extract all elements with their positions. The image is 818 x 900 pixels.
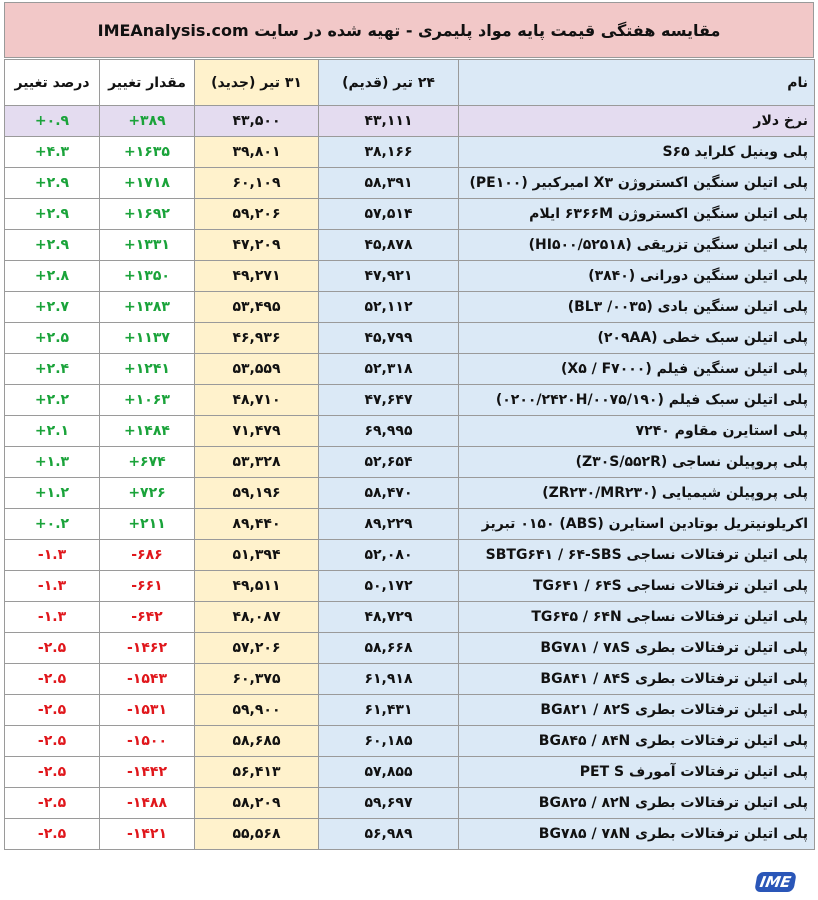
table-row [5,757,815,788]
table-row [5,602,815,633]
table-row [5,726,815,757]
row-change-cell: +۱۰۶۳ [100,385,195,416]
row-name-cell: پلی اتیلن ترفتالات نساجی SBTG۶۴۱ / ۶۴-SBS [459,540,815,571]
row-change-cell: -۱۴۸۸ [100,788,195,819]
row-percent-cell: -۲.۵ [5,664,100,695]
table-row [5,633,815,664]
table-row [5,509,815,540]
row-new-price-cell: ۴۸,۷۱۰ [195,385,319,416]
row-name-cell: پلی اتیلن ترفتالات نساجی TG۶۴۵ / ۶۴N [459,602,815,633]
row-name-cell: پلی اتیلن ترفتالات بطری BG۸۲۵ / ۸۲N [459,788,815,819]
row-change-cell: +۱۲۴۱ [100,354,195,385]
row-percent-cell: +۰.۹ [5,106,100,137]
row-percent-cell: -۱.۳ [5,540,100,571]
row-name-cell: پلی اتیلن ترفتالات بطری BG۸۲۱ / ۸۲S [459,695,815,726]
row-old-price-cell: ۴۳,۱۱۱ [319,106,459,137]
row-old-price-cell: ۵۷,۵۱۴ [319,199,459,230]
table-row [5,788,815,819]
row-new-price-cell: ۵۵,۵۶۸ [195,819,319,850]
row-name-cell: نرخ دلار [459,106,815,137]
row-new-price-cell: ۶۰,۳۷۵ [195,664,319,695]
table-row [5,385,815,416]
row-name-cell: پلی اتیلن سنگین اکستروژن ۶۳۶۶M ایلام [459,199,815,230]
row-name-cell: پلی اتیلن سنگین اکستروژن X۳ امیرکبیر (PE۱۰۰) [459,168,815,199]
row-percent-cell: -۱.۳ [5,571,100,602]
row-change-cell: +۳۸۹ [100,106,195,137]
table-row [5,261,815,292]
header-new-price: ۳۱ تیر (جدید) [195,60,319,106]
row-percent-cell: -۲.۵ [5,757,100,788]
row-old-price-cell: ۴۷,۹۲۱ [319,261,459,292]
row-new-price-cell: ۴۸,۰۸۷ [195,602,319,633]
table-row [5,292,815,323]
row-new-price-cell: ۳۹,۸۰۱ [195,137,319,168]
row-percent-cell: +۲.۸ [5,261,100,292]
row-name-cell: پلی اتیلن سبک خطی (۲۰۹AA) [459,323,815,354]
row-new-price-cell: ۵۹,۲۰۶ [195,199,319,230]
row-name-cell: پلی استایرن مقاوم ۷۲۴۰ [459,416,815,447]
row-old-price-cell: ۴۵,۷۹۹ [319,323,459,354]
row-name-cell: پلی اتیلن ترفتالات بطری BG۸۴۵ / ۸۴N [459,726,815,757]
row-percent-cell: -۱.۳ [5,602,100,633]
row-percent-cell: +۲.۲ [5,385,100,416]
table-row [5,199,815,230]
row-name-cell: پلی اتیلن ترفتالات بطری BG۸۴۱ / ۸۴S [459,664,815,695]
row-name-cell: پلی اتیلن سنگین فیلم (X۵ / F۷۰۰۰) [459,354,815,385]
row-change-cell: -۱۵۴۳ [100,664,195,695]
row-old-price-cell: ۶۱,۴۳۱ [319,695,459,726]
row-change-cell: +۷۲۶ [100,478,195,509]
row-change-cell: -۶۶۱ [100,571,195,602]
row-new-price-cell: ۵۳,۴۹۵ [195,292,319,323]
row-change-cell: -۱۵۳۱ [100,695,195,726]
row-new-price-cell: ۵۹,۱۹۶ [195,478,319,509]
row-old-price-cell: ۴۵,۸۷۸ [319,230,459,261]
row-old-price-cell: ۵۸,۳۹۱ [319,168,459,199]
row-old-price-cell: ۴۸,۷۲۹ [319,602,459,633]
row-name-cell: پلی وینیل کلراید S۶۵ [459,137,815,168]
row-name-cell: پلی اتیلن سنگین تزریقی (HI۵۰۰/۵۲۵۱۸) [459,230,815,261]
row-new-price-cell: ۵۸,۲۰۹ [195,788,319,819]
table-row [5,323,815,354]
row-old-price-cell: ۶۹,۹۹۵ [319,416,459,447]
row-new-price-cell: ۵۷,۲۰۶ [195,633,319,664]
row-new-price-cell: ۵۸,۶۸۵ [195,726,319,757]
table-row [5,137,815,168]
row-old-price-cell: ۶۰,۱۸۵ [319,726,459,757]
row-old-price-cell: ۵۰,۱۷۲ [319,571,459,602]
row-old-price-cell: ۶۱,۹۱۸ [319,664,459,695]
table-row [5,416,815,447]
row-old-price-cell: ۵۲,۰۸۰ [319,540,459,571]
row-name-cell: پلی اتیلن سنگین بادی (BL۳ /۰۰۳۵) [459,292,815,323]
row-change-cell: -۱۵۰۰ [100,726,195,757]
row-new-price-cell: ۴۶,۹۳۶ [195,323,319,354]
row-percent-cell: +۰.۲ [5,509,100,540]
row-name-cell: پلی اتیلن سنگین دورانی (۳۸۴۰) [459,261,815,292]
row-percent-cell: -۲.۵ [5,788,100,819]
row-percent-cell: -۲.۵ [5,633,100,664]
row-new-price-cell: ۴۹,۲۷۱ [195,261,319,292]
row-name-cell: پلی اتیلن ترفتالات بطری BG۷۸۱ / ۷۸S [459,633,815,664]
table-row [5,230,815,261]
table-row [5,695,815,726]
row-change-cell: +۱۳۵۰ [100,261,195,292]
row-change-cell: +۱۳۳۱ [100,230,195,261]
row-old-price-cell: ۴۷,۶۴۷ [319,385,459,416]
row-change-cell: +۱۶۳۵ [100,137,195,168]
row-old-price-cell: ۳۸,۱۶۶ [319,137,459,168]
row-old-price-cell: ۵۸,۶۶۸ [319,633,459,664]
row-change-cell: +۱۶۹۲ [100,199,195,230]
row-percent-cell: +۲.۹ [5,168,100,199]
page-title: مقایسه هفتگی قیمت پایه مواد پلیمری - تهیه شده در سایت IMEAnalysis.com [4,2,814,58]
row-percent-cell: +۱.۳ [5,447,100,478]
row-change-cell: +۱۴۸۴ [100,416,195,447]
row-change-cell: +۶۷۴ [100,447,195,478]
row-old-price-cell: ۸۹,۲۲۹ [319,509,459,540]
row-change-cell: -۱۴۶۲ [100,633,195,664]
row-new-price-cell: ۴۷,۲۰۹ [195,230,319,261]
header-change: مقدار تغییر [100,60,195,106]
row-name-cell: پلی پروپیلن نساجی (Z۳۰S/۵۵۲R) [459,447,815,478]
row-old-price-cell: ۵۶,۹۸۹ [319,819,459,850]
row-old-price-cell: ۵۲,۶۵۴ [319,447,459,478]
row-change-cell: -۶۴۲ [100,602,195,633]
header-old-price: ۲۴ تیر (قدیم) [319,60,459,106]
row-percent-cell: -۲.۵ [5,819,100,850]
row-old-price-cell: ۵۷,۸۵۵ [319,757,459,788]
row-percent-cell: +۲.۴ [5,354,100,385]
row-new-price-cell: ۵۳,۳۲۸ [195,447,319,478]
row-change-cell: +۲۱۱ [100,509,195,540]
table-row [5,106,815,137]
row-percent-cell: +۴.۳ [5,137,100,168]
row-old-price-cell: ۵۹,۶۹۷ [319,788,459,819]
row-new-price-cell: ۴۹,۵۱۱ [195,571,319,602]
price-table [4,59,815,850]
table-row [5,447,815,478]
table-row [5,168,815,199]
table-row [5,571,815,602]
table-row [5,354,815,385]
row-change-cell: -۱۴۲۱ [100,819,195,850]
row-change-cell: -۶۸۶ [100,540,195,571]
row-change-cell: +۱۱۳۷ [100,323,195,354]
row-new-price-cell: ۵۹,۹۰۰ [195,695,319,726]
table-row [5,664,815,695]
row-new-price-cell: ۵۳,۵۵۹ [195,354,319,385]
row-new-price-cell: ۸۹,۴۴۰ [195,509,319,540]
row-name-cell: پلی اتیلن سبک فیلم (۰۲۰۰/۲۴۲۰H/۰۰۷۵/۱۹۰) [459,385,815,416]
row-change-cell: +۱۷۱۸ [100,168,195,199]
row-new-price-cell: ۵۱,۳۹۴ [195,540,319,571]
row-old-price-cell: ۵۸,۴۷۰ [319,478,459,509]
row-name-cell: پلی اتیلن ترفتالات نساجی TG۶۴۱ / ۶۴S [459,571,815,602]
row-percent-cell: +۲.۹ [5,230,100,261]
row-percent-cell: +۲.۱ [5,416,100,447]
table-row [5,819,815,850]
ime-logo: IME [754,872,796,892]
row-name-cell: پلی پروپیلن شیمیایی (ZR۲۳۰/MR۲۳۰) [459,478,815,509]
row-name-cell: اکریلونیتریل بوتادین استایرن (ABS) ۰۱۵۰ تبریز [459,509,815,540]
row-change-cell: +۱۳۸۳ [100,292,195,323]
row-change-cell: -۱۴۴۲ [100,757,195,788]
table-row [5,478,815,509]
header-name: نام [459,60,815,106]
table-row [5,540,815,571]
table-body [5,106,815,850]
row-new-price-cell: ۵۶,۴۱۳ [195,757,319,788]
row-name-cell: پلی اتیلن ترفتالات بطری BG۷۸۵ / ۷۸N [459,819,815,850]
header-percent: درصد تغییر [5,60,100,106]
row-old-price-cell: ۵۲,۳۱۸ [319,354,459,385]
row-new-price-cell: ۴۳,۵۰۰ [195,106,319,137]
row-new-price-cell: ۶۰,۱۰۹ [195,168,319,199]
row-percent-cell: +۲.۷ [5,292,100,323]
row-percent-cell: -۲.۵ [5,695,100,726]
row-old-price-cell: ۵۲,۱۱۲ [319,292,459,323]
row-new-price-cell: ۷۱,۴۷۹ [195,416,319,447]
row-percent-cell: -۲.۵ [5,726,100,757]
row-percent-cell: +۲.۹ [5,199,100,230]
row-name-cell: پلی اتیلن ترفتالات آمورف PET S [459,757,815,788]
row-percent-cell: +۱.۲ [5,478,100,509]
table-header-row [5,60,815,106]
row-percent-cell: +۲.۵ [5,323,100,354]
